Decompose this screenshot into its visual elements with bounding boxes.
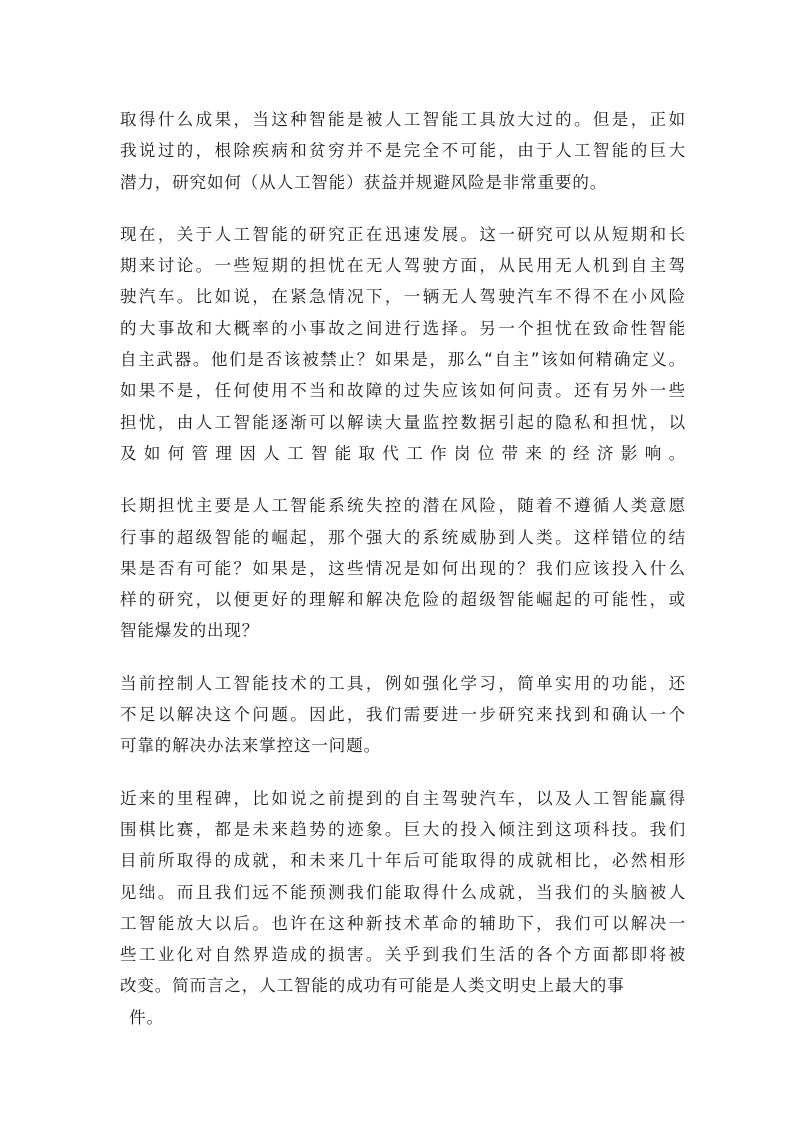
paragraph-1 xyxy=(120,104,686,198)
text-line: 当前控制人工智能技术的工具，例如强化学习，简单实用的功能，还 xyxy=(120,673,686,693)
text-line: 样的研究，以便更好的理解和解决危险的超级智能崛起的可能性，或 xyxy=(120,590,686,610)
text-line: 不足以解决这个问题。因此，我们需要进一步研究来找到和确认一个 xyxy=(120,705,686,725)
text-line: 智能爆发的出现？ xyxy=(120,621,260,641)
paragraph-5 xyxy=(120,783,686,1033)
text-line: 目前所取得的成就，和未来几十年后可能取得的成就相比，必然相形 xyxy=(120,851,686,871)
text-line: 改变。简而言之，人工智能的成功有可能是人类文明史上最大的事 xyxy=(120,976,625,996)
text-line: 些工业化对自然界造成的损害。关乎到我们生活的各个方面都即将被 xyxy=(120,945,686,965)
text-line: 及如何管理因人工智能取代工作岗位带来的经济影响。 xyxy=(120,443,686,463)
text-line: 现在，关于人工智能的研究正在迅速发展。这一研究可以从短期和长 xyxy=(120,224,686,244)
paragraph-3 xyxy=(120,490,686,646)
text-line: 长期担忧主要是人工智能系统失控的潜在风险，随着不遵循人类意愿 xyxy=(120,496,686,516)
text-line: 可靠的解决办法来掌控这一问题。 xyxy=(120,736,381,756)
text-line: 工智能放大以后。也许在这种新技术革命的辅助下，我们可以解决一 xyxy=(120,913,686,933)
text-line: 我说过的，根除疾病和贫穷并不是完全不可能，由于人工智能的巨大 xyxy=(120,141,686,161)
text-line: 如果不是，任何使用不当和故障的过失应该如何问责。还有另外一些 xyxy=(120,381,686,401)
text-line: 期来讨论。一些短期的担忧在无人驾驶方面，从民用无人机到自主驾 xyxy=(120,256,686,276)
text-line: 驶汽车。比如说，在紧急情况下，一辆无人驾驶汽车不得不在小风险 xyxy=(120,287,686,307)
text-line: 自主武器。他们是否该被禁止？如果是，那么“自主”该如何精确定义。 xyxy=(120,350,686,370)
document-body xyxy=(120,104,686,1054)
text-line: 近来的里程碑，比如说之前提到的自主驾驶汽车，以及人工智能赢得 xyxy=(120,788,686,808)
text-line: 取得什么成果，当这种智能是被人工智能工具放大过的。但是，正如 xyxy=(120,110,686,129)
paragraph-2 xyxy=(120,219,686,469)
text-line: 行事的超级智能的崛起，那个强大的系统威胁到人类。这样错位的结 xyxy=(120,527,686,547)
text-line: 见绌。而且我们远不能预测我们能取得什么成就，当我们的头脑被人 xyxy=(120,882,686,902)
text-line: 的大事故和大概率的小事故之间进行选择。另一个担忧在致命性智能 xyxy=(120,318,686,338)
paragraph-4 xyxy=(120,668,686,762)
text-line: 担忧，由人工智能逐渐可以解读大量监控数据引起的隐私和担忧，以 xyxy=(120,412,686,432)
text-line: 围棋比赛，都是未来趋势的迹象。巨大的投入倾注到这项科技。我们 xyxy=(120,819,686,839)
text-line: 件。 xyxy=(129,1007,164,1027)
text-line: 果是否有可能？如果是，这些情况是如何出现的？我们应该投入什么 xyxy=(120,558,686,578)
text-line: 潜力，研究如何（从人工智能）获益并规避风险是非常重要的。 xyxy=(120,172,608,192)
